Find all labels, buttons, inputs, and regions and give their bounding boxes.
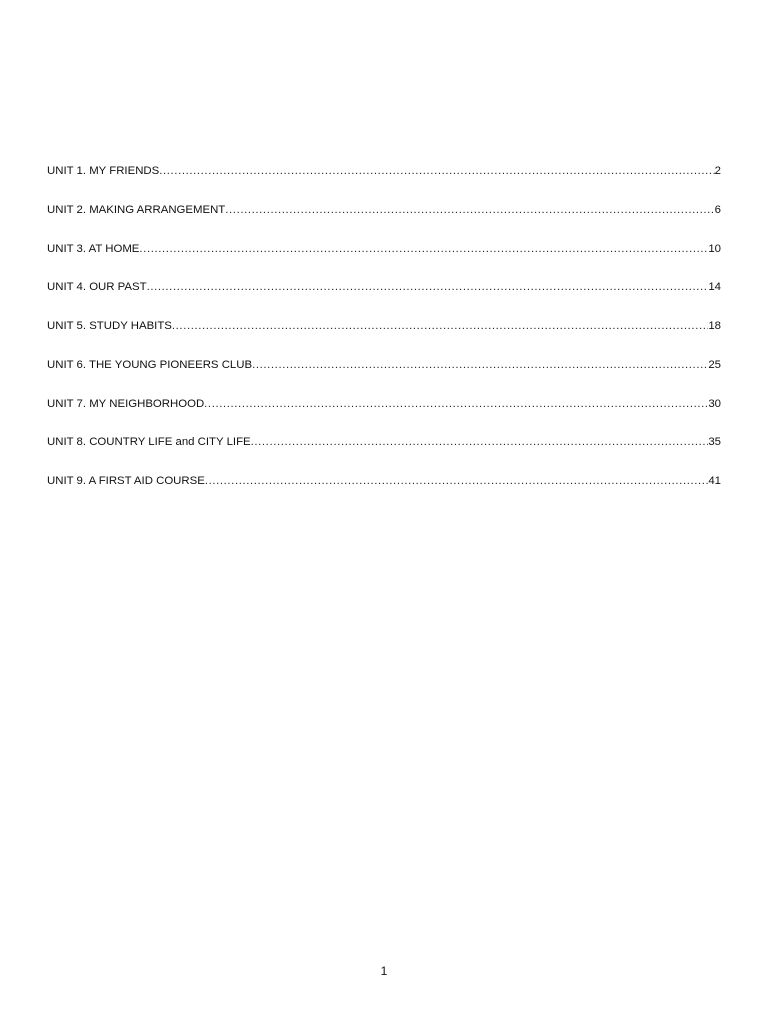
- toc-dot-leader: [147, 279, 709, 295]
- toc-entry-page: 18: [708, 320, 721, 332]
- toc-entry-page: 14: [708, 281, 721, 294]
- toc-entry-unit-9[interactable]: [47, 473, 721, 512]
- toc-entry-unit-4[interactable]: [47, 279, 721, 318]
- toc-entry-title: UNIT 5. STUDY HABITS: [47, 320, 172, 332]
- toc-entry-unit-1[interactable]: [47, 163, 721, 202]
- toc-entry-page: 2: [714, 165, 721, 177]
- toc-entry-unit-2[interactable]: [47, 202, 721, 241]
- toc-entry-title: UNIT 9. A FIRST AID COURSE: [47, 475, 205, 487]
- toc-entry-unit-5[interactable]: [47, 318, 721, 357]
- toc-entry-title: UNIT 1. MY FRIENDS: [47, 165, 160, 177]
- toc-dot-leader: [252, 357, 708, 373]
- toc-entry-title: UNIT 7. MY NEIGHBORHOOD: [47, 397, 205, 410]
- toc-entry-unit-7[interactable]: [47, 396, 721, 435]
- toc-dot-leader: [205, 473, 709, 489]
- toc-entry-title: UNIT 2. MAKING ARRANGEMENT: [47, 203, 226, 216]
- toc-entry-unit-3[interactable]: [47, 241, 721, 280]
- toc-entry-page: 35: [708, 436, 721, 449]
- toc-dot-leader: [225, 202, 714, 218]
- toc-dot-leader: [159, 163, 714, 179]
- toc-entry-title: UNIT 6. THE YOUNG PIONEERS CLUB: [47, 358, 253, 371]
- toc-entry-page: 30: [708, 397, 721, 410]
- table-of-contents: [47, 163, 721, 512]
- toc-entry-unit-8[interactable]: [47, 434, 721, 473]
- toc-entry-unit-6[interactable]: [47, 357, 721, 396]
- toc-entry-title: UNIT 3. AT HOME: [47, 242, 140, 255]
- toc-dot-leader: [139, 241, 708, 257]
- toc-entry-title: UNIT 8. COUNTRY LIFE and CITY LIFE: [47, 436, 251, 449]
- toc-entry-page: 6: [714, 203, 721, 216]
- page-number: 1: [380, 964, 388, 978]
- toc-dot-leader: [204, 396, 708, 412]
- toc-entry-page: 25: [708, 358, 721, 371]
- toc-entry-page: 10: [708, 242, 721, 255]
- toc-entry-page: 41: [708, 475, 721, 487]
- toc-entry-title: UNIT 4. OUR PAST: [47, 281, 147, 294]
- toc-dot-leader: [251, 434, 709, 450]
- toc-dot-leader: [172, 318, 708, 334]
